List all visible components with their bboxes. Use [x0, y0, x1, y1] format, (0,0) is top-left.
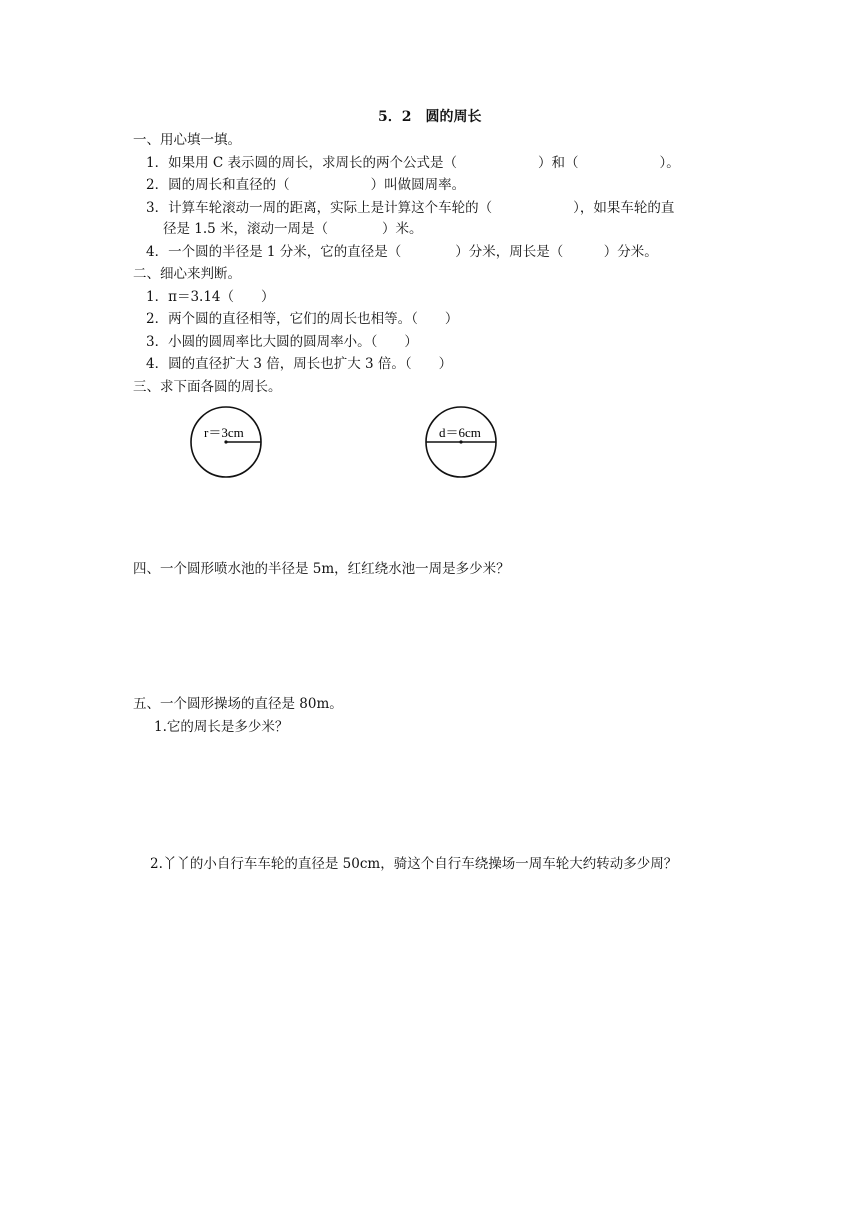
- page-title: 5．2 圆的周长: [378, 109, 482, 125]
- s5-question-2: 2.丫丫的小自行车车轮的直径是 50cm，骑这个自行车绕操场一周车轮大约转动多少周？: [150, 856, 678, 872]
- s1-question-4: 4．一个圆的半径是 1 分米，它的直径是（ ）分米，周长是（ ）分米。: [146, 244, 658, 260]
- section3-heading: 三、求下面各圆的周长。: [133, 379, 282, 395]
- section5-heading: 五、一个圆形操场的直径是 80m。: [133, 696, 343, 712]
- s2-question-2: 2．两个圆的直径相等，它们的周长也相等。（ ）: [146, 311, 459, 327]
- circle-1-label: r＝3cm: [204, 425, 244, 440]
- circle-2-center: [459, 440, 462, 443]
- s2-question-1: 1．π＝3.14（ ）: [146, 289, 275, 305]
- circle-2-label: d＝6cm: [439, 425, 481, 440]
- section4-question: 四、一个圆形喷水池的半径是 5m，红红绕水池一周是多少米？: [133, 561, 510, 577]
- s2-question-4: 4．圆的直径扩大 3 倍，周长也扩大 3 倍。（ ）: [146, 356, 453, 372]
- section1-heading: 一、用心填一填。: [133, 132, 241, 148]
- s1-question-2: 2．圆的周长和直径的（ ）叫做圆周率。: [146, 177, 466, 193]
- circle-1-center: [224, 440, 227, 443]
- s1-question-3-line1: 3．计算车轮滚动一周的距离，实际上是计算这个车轮的（ ），如果车轮的直: [146, 200, 675, 216]
- s1-question-3-line2: 径是 1.5 米，滚动一周是（ ）米。: [163, 221, 423, 237]
- circle-radius-figure: [186, 403, 266, 483]
- s5-question-1: 1.它的周长是多少米？: [154, 719, 289, 735]
- circle-diameter-figure: [421, 403, 501, 483]
- s1-question-1: 1．如果用 C 表示圆的周长，求周长的两个公式是（ ）和（ ）。: [146, 155, 680, 171]
- s2-question-3: 3．小圆的圆周率比大圆的圆周率小。（ ）: [146, 334, 418, 350]
- section2-heading: 二、细心来判断。: [133, 266, 241, 282]
